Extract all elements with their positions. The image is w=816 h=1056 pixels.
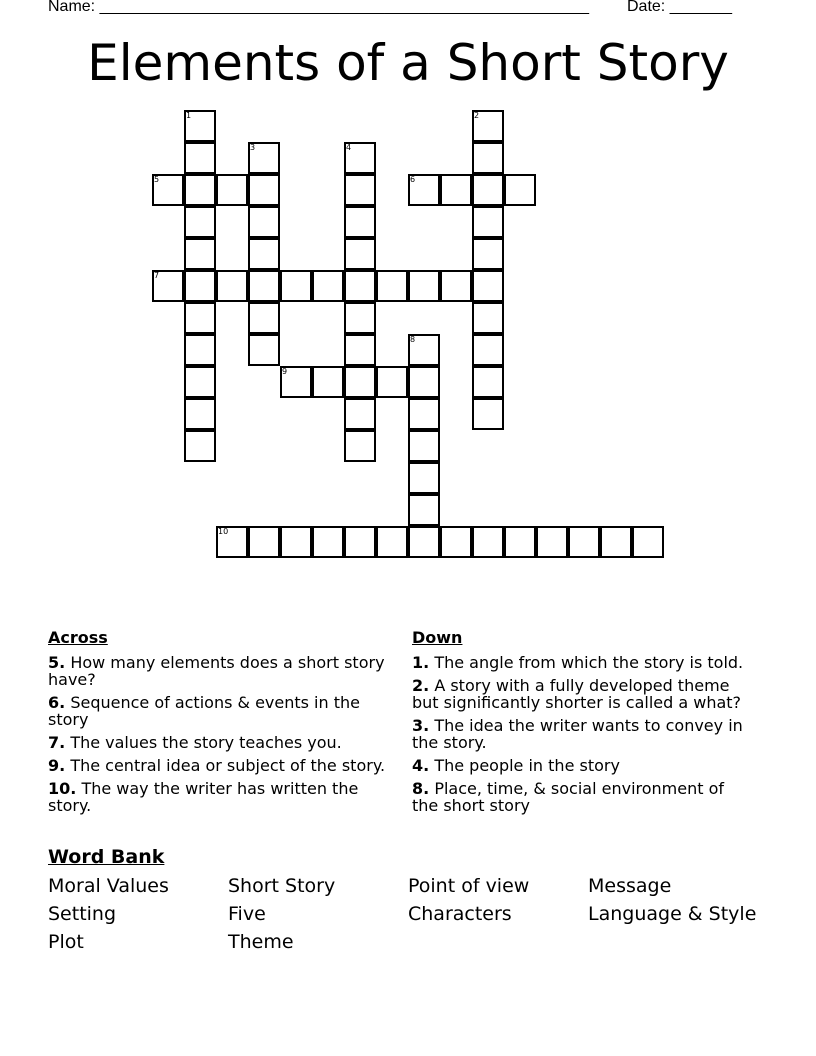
word-bank-item: Setting [48, 903, 117, 925]
down-clue [412, 677, 752, 711]
grid-cell[interactable] [152, 270, 184, 302]
grid-cell[interactable] [312, 526, 344, 558]
grid-cell[interactable] [184, 238, 216, 270]
grid-cell[interactable] [248, 526, 280, 558]
grid-cell[interactable] [472, 206, 504, 238]
grid-cell[interactable] [344, 302, 376, 334]
clue-text: The way the writer has written the story. [48, 779, 359, 815]
grid-cell[interactable] [216, 270, 248, 302]
word-bank-item: Characters [408, 903, 512, 925]
across-clue [48, 734, 388, 751]
down-clue [412, 757, 752, 774]
grid-cell[interactable] [184, 206, 216, 238]
grid-cell[interactable] [376, 270, 408, 302]
grid-cell[interactable] [184, 366, 216, 398]
grid-cell[interactable] [408, 334, 440, 366]
grid-cell[interactable] [216, 174, 248, 206]
grid-cell[interactable] [184, 270, 216, 302]
clue-number: 4. [412, 756, 430, 775]
page-title: Elements of a Short Story [87, 34, 729, 92]
grid-cell[interactable] [472, 398, 504, 430]
word-bank-item: Five [228, 903, 266, 925]
grid-cell[interactable] [344, 206, 376, 238]
grid-cell[interactable] [344, 526, 376, 558]
grid-cell[interactable] [600, 526, 632, 558]
grid-cell[interactable] [472, 302, 504, 334]
grid-cell[interactable] [248, 270, 280, 302]
grid-cell[interactable] [472, 366, 504, 398]
date-field-line: Date: _______ [627, 0, 732, 15]
grid-cell[interactable] [184, 110, 216, 142]
grid-cell[interactable] [376, 526, 408, 558]
grid-cell[interactable] [280, 526, 312, 558]
grid-cell[interactable] [472, 142, 504, 174]
cell-number: 2 [474, 111, 480, 120]
word-bank-item: Language & Style [588, 903, 757, 925]
clue-number: 7. [48, 733, 66, 752]
word-bank-item: Short Story [228, 875, 336, 897]
grid-cell[interactable] [472, 334, 504, 366]
grid-cell[interactable] [472, 270, 504, 302]
cell-number: 5 [154, 175, 160, 184]
grid-cell[interactable] [472, 174, 504, 206]
grid-cell[interactable] [408, 270, 440, 302]
clue-text: The central idea or subject of the story. [70, 756, 386, 775]
grid-cell[interactable] [184, 430, 216, 462]
clue-number: 3. [412, 716, 430, 735]
clue-text: The values the story teaches you. [70, 733, 342, 752]
grid-cell[interactable] [248, 174, 280, 206]
grid-cell[interactable] [184, 334, 216, 366]
grid-cell[interactable] [568, 526, 600, 558]
grid-cell[interactable] [376, 366, 408, 398]
grid-cell[interactable] [280, 366, 312, 398]
across-clue [48, 694, 388, 728]
grid-cell[interactable] [504, 174, 536, 206]
word-bank-item: Message [588, 875, 672, 897]
across-clue [48, 654, 388, 688]
grid-cell[interactable] [504, 526, 536, 558]
grid-cell[interactable] [408, 366, 440, 398]
grid-cell[interactable] [344, 366, 376, 398]
grid-cell[interactable] [472, 526, 504, 558]
word-bank-item: Plot [48, 931, 84, 953]
cell-number: 9 [282, 367, 288, 376]
grid-cell[interactable] [344, 398, 376, 430]
down-heading: Down [412, 628, 463, 647]
across-clues [48, 628, 388, 820]
grid-cell[interactable] [344, 238, 376, 270]
down-clue [412, 780, 752, 814]
word-bank-item: Moral Values [48, 875, 169, 897]
cell-number: 3 [250, 143, 256, 152]
grid-cell[interactable] [440, 526, 472, 558]
clue-number: 5. [48, 653, 66, 672]
clue-text: The people in the story [434, 756, 620, 775]
grid-cell[interactable] [472, 110, 504, 142]
clue-number: 9. [48, 756, 66, 775]
down-clue [412, 654, 752, 671]
grid-cell[interactable] [408, 462, 440, 494]
grid-cell[interactable] [152, 174, 184, 206]
grid-cell[interactable] [216, 526, 248, 558]
grid-cell[interactable] [248, 238, 280, 270]
grid-cell[interactable] [408, 174, 440, 206]
grid-cell[interactable] [408, 526, 440, 558]
clue-text: Place, time, & social environment of the short story [412, 779, 725, 815]
clue-number: 2. [412, 676, 430, 695]
clue-number: 1. [412, 653, 430, 672]
grid-cell[interactable] [248, 334, 280, 366]
grid-cell[interactable] [344, 270, 376, 302]
word-bank-title: Word Bank [48, 846, 165, 868]
clue-text: The idea the writer wants to convey in the story. [412, 716, 743, 752]
across-clue [48, 757, 388, 774]
grid-cell[interactable] [440, 174, 472, 206]
across-clue [48, 780, 388, 814]
down-clue [412, 717, 752, 751]
cell-number: 4 [346, 143, 352, 152]
clue-text: Sequence of actions & events in the story [48, 693, 360, 729]
grid-cell[interactable] [408, 398, 440, 430]
grid-cell[interactable] [344, 430, 376, 462]
down-clues [412, 628, 752, 820]
grid-cell[interactable] [344, 334, 376, 366]
grid-cell[interactable] [472, 238, 504, 270]
grid-cell[interactable] [280, 270, 312, 302]
grid-cell[interactable] [408, 430, 440, 462]
grid-cell[interactable] [440, 270, 472, 302]
grid-cell[interactable] [312, 270, 344, 302]
grid-cell[interactable] [312, 366, 344, 398]
word-bank-item: Theme [228, 931, 294, 953]
name-field-line: Name: _______________________________________________________ [48, 0, 589, 15]
cell-number: 10 [218, 527, 229, 536]
cell-number: 1 [186, 111, 192, 120]
clue-number: 6. [48, 693, 66, 712]
cell-number: 7 [154, 271, 160, 280]
grid-cell[interactable] [184, 398, 216, 430]
grid-cell[interactable] [344, 174, 376, 206]
grid-cell[interactable] [184, 302, 216, 334]
grid-cell[interactable] [344, 142, 376, 174]
across-heading: Across [48, 628, 108, 647]
clue-number: 10. [48, 779, 77, 798]
grid-cell[interactable] [536, 526, 568, 558]
grid-cell[interactable] [632, 526, 664, 558]
clue-number: 8. [412, 779, 430, 798]
cell-number: 6 [410, 175, 416, 184]
grid-cell[interactable] [248, 142, 280, 174]
grid-cell[interactable] [184, 142, 216, 174]
clue-text: How many elements does a short story have? [48, 653, 385, 689]
grid-cell[interactable] [248, 206, 280, 238]
grid-cell[interactable] [184, 174, 216, 206]
word-bank-item: Point of view [408, 875, 530, 897]
cell-number: 8 [410, 335, 416, 344]
grid-cell[interactable] [408, 494, 440, 526]
grid-cell[interactable] [248, 302, 280, 334]
clue-text: A story with a fully developed theme but significantly shorter is called a what? [412, 676, 742, 712]
clue-text: The angle from which the story is told. [434, 653, 744, 672]
